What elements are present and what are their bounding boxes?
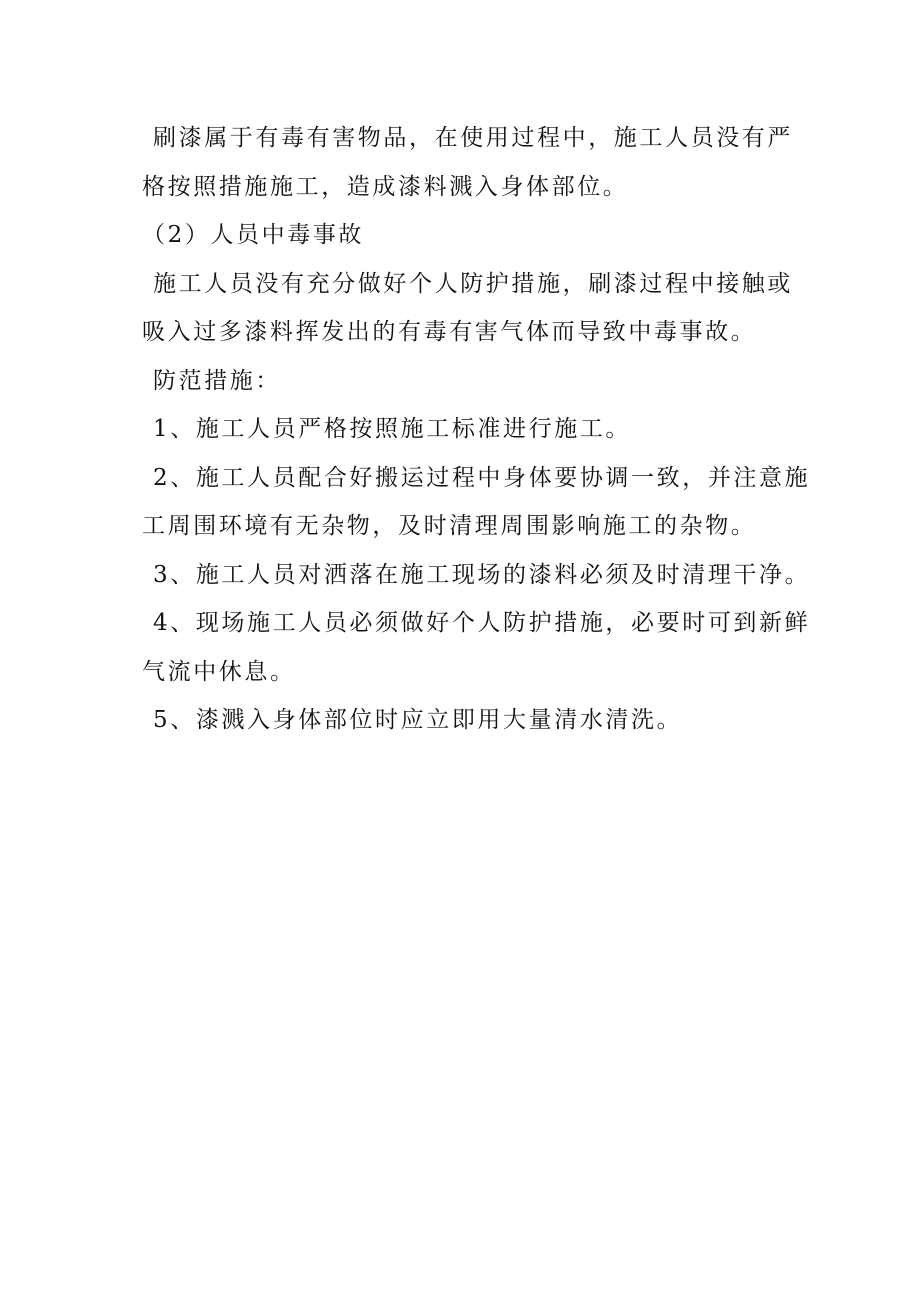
measure-item-5 [142,696,792,745]
text-line: 刷漆属于有毒有害物品，在使用过程中，施工人员没有严 [153,125,793,151]
paragraph-paint-hazard [142,114,792,211]
heading-text: （2）人员中毒事故 [142,222,365,248]
text-line: 气流中休息。 [142,658,296,685]
text-line: 吸入过多漆料挥发出的有毒有害气体而导致中毒事故。 [142,319,757,345]
section-heading-measures [142,357,792,406]
paragraph-poisoning-cause [142,260,792,357]
text-line: 5、漆溅入身体部位时应立即用大量清水清洗。 [153,707,683,733]
text-line: 1、施工人员严格按照施工标准进行施工。 [153,416,632,442]
text-line: 施工人员没有充分做好个人防护措施，刷漆过程中接触或 [153,270,793,297]
heading-text: 防范措施： [153,367,281,394]
text-line: 4、现场施工人员必须做好个人防护措施，必要时可到新鲜 [153,610,811,636]
text-line: 3、施工人员对洒落在施工现场的漆料必须及时清理干净。 [153,561,811,588]
measure-item-4 [142,599,811,696]
measure-item-1 [142,405,792,454]
measure-item-2 [142,454,811,551]
text-line: 格按照措施施工，造成漆料溅入身体部位。 [142,173,629,200]
measure-item-3 [142,551,811,600]
document-body [142,114,811,745]
text-line: 2、施工人员配合好搬运过程中身体要协调一致，并注意施 [153,464,811,491]
text-line: 工周围环境有无杂物，及时清理周围影响施工的杂物。 [142,513,757,539]
section-heading-poisoning [142,211,792,260]
